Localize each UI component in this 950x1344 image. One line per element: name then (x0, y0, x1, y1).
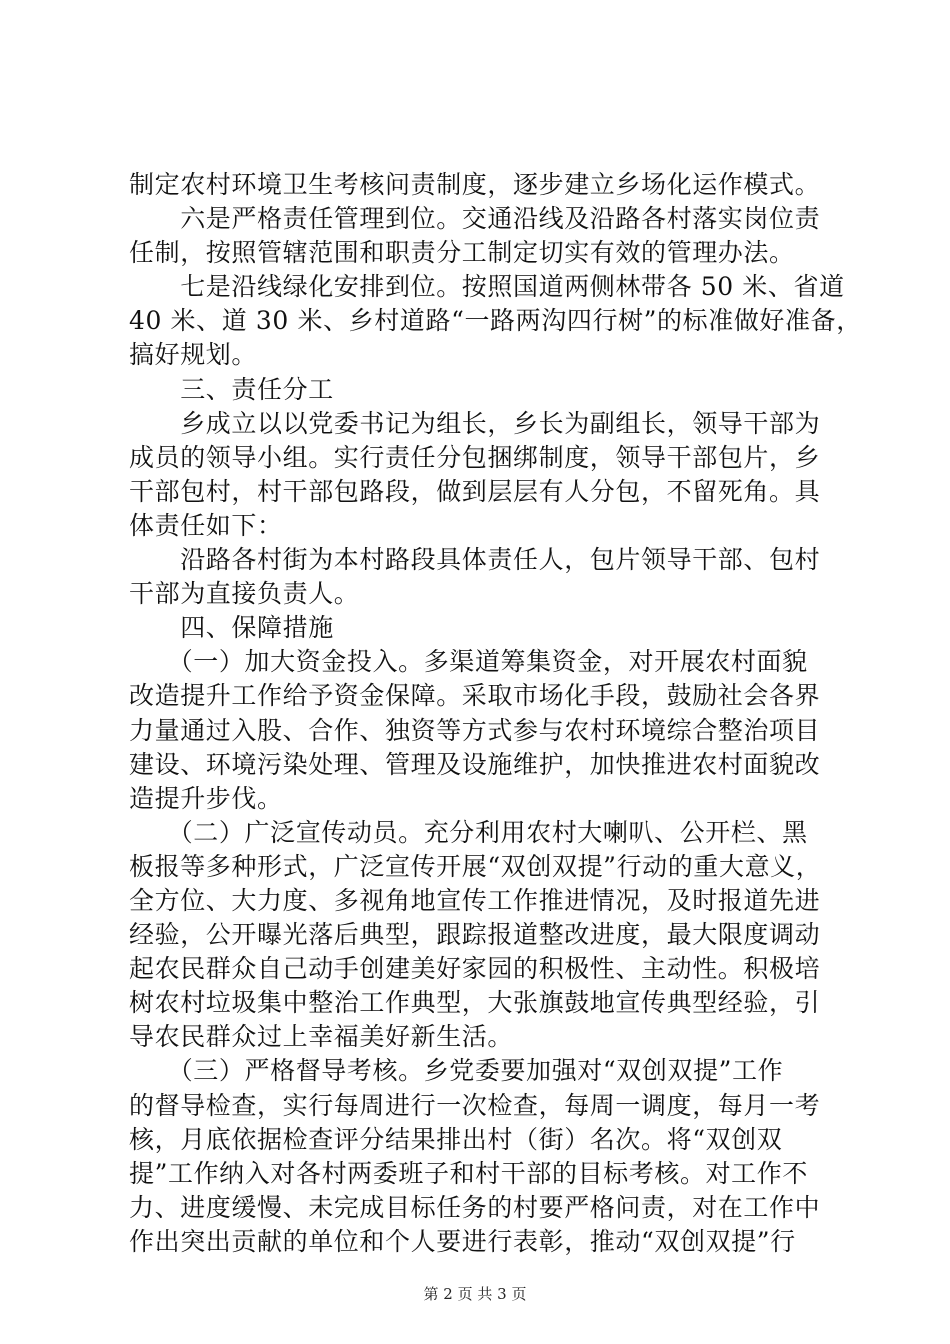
text-line: （二）广泛宣传动员。充分利用农村大喇叭、公开栏、黑 (129, 817, 808, 847)
text-line: 全方位、大力度、多视角地宣传工作推进情况，及时报道先进 (129, 885, 821, 915)
text-line: 提”工作纳入对各村两委班子和村干部的目标考核。对工作不 (129, 1158, 808, 1188)
text-line: 体责任如下： (129, 510, 283, 540)
text-line: 三、责任分工 (129, 374, 334, 404)
text-line: 作出突出贡献的单位和个人要进行表彰，推动“双创双提”行 (129, 1226, 796, 1256)
text-line: 的督导检查，实行每周进行一次检查，每周一调度，每月一考 (129, 1090, 821, 1120)
text-line: 制定农村环境卫生考核问责制度，逐步建立乡场化运作模式。 (129, 170, 821, 199)
text-line: 四、保障措施 (129, 613, 334, 643)
text-line: 力量通过入股、合作、独资等方式参与农村环境综合整治项目 (129, 715, 821, 745)
text-line: 成员的领导小组。实行责任分包捆绑制度，领导干部包片，乡 (129, 442, 821, 472)
text-line: 40 米、道 30 米、乡村道路“一路两沟四行树”的标准做好准备， (129, 306, 862, 336)
text-line: 建设、环境污染处理、管理及设施维护，加快推进农村面貌改 (129, 749, 821, 779)
text-line: 导农民群众过上幸福美好新生活。 (129, 1022, 514, 1052)
text-line: 核，月底依据检查评分结果排出村（街）名次。将“双创双 (129, 1124, 783, 1154)
text-line: 七是沿线绿化安排到位。按照国道两侧林带各 50 米、省道 (129, 272, 845, 302)
page-footer: 第 2 页 共 3 页 (423, 1285, 527, 1303)
text-line: 板报等多种形式，广泛宣传开展“双创双提”行动的重大意义， (129, 851, 822, 881)
document-body (129, 168, 862, 1259)
text-line: 造提升步伐。 (129, 783, 283, 813)
text-line: （一）加大资金投入。多渠道筹集资金，对开展农村面貌 (129, 647, 808, 677)
text-line: 改造提升工作给予资金保障。采取市场化手段，鼓励社会各界 (129, 681, 821, 711)
text-line: 树农村垃圾集中整治工作典型，大张旗鼓地宣传典型经验，引 (129, 988, 821, 1018)
text-line: 力、进度缓慢、未完成目标任务的村要严格问责，对在工作中 (129, 1192, 821, 1222)
text-line: 干部为直接负责人。 (129, 579, 360, 609)
text-line: 起农民群众自己动手创建美好家园的积极性、主动性。积极培 (129, 954, 821, 984)
text-line: 经验，公开曝光落后典型，跟踪报道整改进度，最大限度调动 (129, 920, 821, 950)
text-line: 搞好规划。 (129, 340, 258, 370)
text-line: 六是严格责任管理到位。交通沿线及沿路各村落实岗位责 (129, 204, 821, 234)
text-line: （三）严格督导考核。乡党委要加强对“双创双提”工作 (129, 1056, 784, 1086)
text-line: 任制，按照管辖范围和职责分工制定切实有效的管理办法。 (129, 238, 795, 268)
text-line: 乡成立以以党委书记为组长，乡长为副组长，领导干部为 (129, 408, 821, 438)
text-line: 干部包村，村干部包路段，做到层层有人分包，不留死角。具 (129, 476, 821, 506)
text-line: 沿路各村街为本村路段具体责任人，包片领导干部、包村 (129, 545, 821, 575)
